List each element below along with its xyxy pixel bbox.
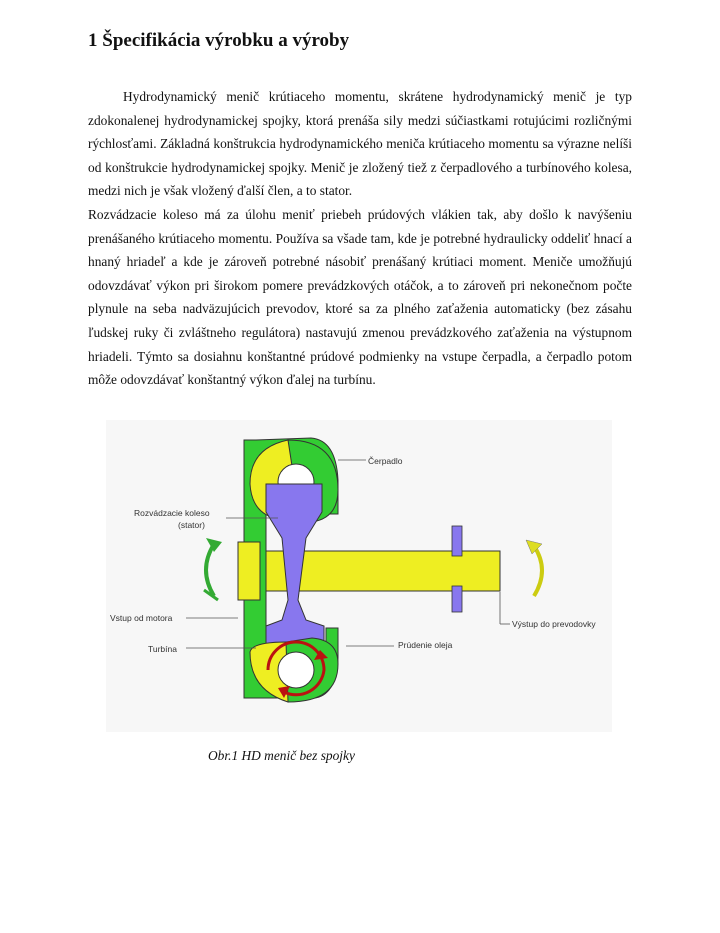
shaft-bearing-lower <box>452 586 462 612</box>
shaft-bearing <box>452 526 462 556</box>
label-output: Výstup do prevodovky <box>512 619 596 629</box>
input-rotation-arrow <box>206 544 214 596</box>
label-input: Vstup od motora <box>110 613 173 623</box>
input-hub <box>238 542 260 600</box>
paragraph-2: Rozvádzacie koleso má za úlohu meniť priebeh prúdových vlákien tak, aby došlo k navýšeniu prenášaného krútiaceho momentu. Používa sa všade tam, kde je potrebné hydraulicky oddeliť hnací a hnaný hriadeľ a kde je zároveň potrebné násobiť prenášaný krútiaci moment. Meniče umožňujú odovzdávať výkon pri širokom pomere prevádzkových otáčok, a to zároveň pri nekonečnom počte plynule na seba nadväzujúcich prevodov, ktoré sa za plného zaťaženia automaticky (bez zásahu ľudskej ruky či zvláštneho regulátora) nastavujú zmenou prevádzkového zaťaženia na výstupnom hriadeli. Týmto sa dosiahnu konštantné prúdové podmienky na vstupe čerpadla, a čerpadlo potom môže odovzdávať konštantný výkon ďalej na turbínu. <box>88 206 632 388</box>
label-stator-2: (stator) <box>178 520 205 530</box>
input-arrowhead <box>206 538 222 552</box>
torque-converter-figure <box>106 420 612 732</box>
label-pump: Čerpadlo <box>368 456 403 466</box>
output-rotation-arrow <box>534 546 542 596</box>
label-turbine: Turbína <box>148 644 177 654</box>
body-text <box>88 85 632 392</box>
label-oil-flow: Prúdenie oleja <box>398 640 453 650</box>
section-heading: 1 Špecifikácia výrobku a výroby <box>88 30 350 51</box>
label-stator-1: Rozvádzacie koleso <box>134 508 210 518</box>
torus-core-lower <box>278 652 314 688</box>
figure-caption: Obr.1 HD menič bez spojky <box>208 748 355 763</box>
paragraph-1: Hydrodynamický menič krútiaceho momentu, skrátene hydrodynamický menič je typ zdokonalenej hydrodynamickej spojky, ktorá prenáša sily medzi súčiastkami rotujúcimi rozličnými rýchlosťami. Základná konštrukcia hydrodynamického meniča krútiaceho momentu sa výrazne nelíši od konštrukcie hydrodynamickej spojky. Menič je zložený tiež z čerpadlového a turbínového kolesa, medzi nich je však vložený ďalší člen, a to stator. <box>88 89 632 199</box>
torque-converter-diagram <box>106 420 612 732</box>
